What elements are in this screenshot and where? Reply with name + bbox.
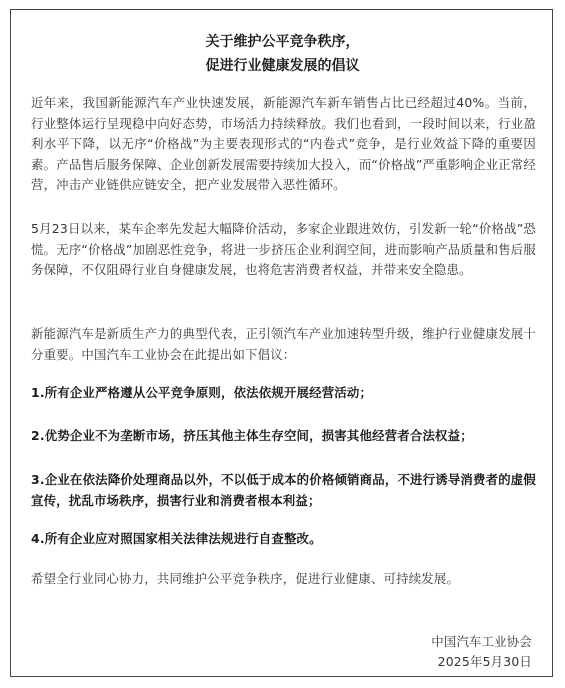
document-frame bbox=[10, 9, 553, 677]
proposal-item-1: 1.所有企业严格遵从公平竞争原则，依法依规开展经营活动； bbox=[31, 385, 373, 400]
document-title-line-2: 促进行业健康发展的倡议 bbox=[205, 58, 360, 74]
proposal-item-2: 2.优势企业不为垄断市场，挤压其他主体生存空间，损害其他经营者合法权益； bbox=[31, 428, 473, 443]
signature-organization: 中国汽车工业协会 bbox=[431, 634, 532, 649]
document-title-line-1: 关于维护公平竞争秩序， bbox=[205, 34, 360, 50]
proposal-item-3: 3.企业在依法降价处理商品以外，不以低于成本的价格倾销商品，不进行诱导消费者的虚假宣传，扰乱市场秩序，损害行业和消费者根本利益； bbox=[31, 472, 536, 508]
signature-date: 2025年5月30日 bbox=[437, 654, 532, 669]
proposal-item-4: 4.所有企业应对照国家相关法律法规进行自查整改。 bbox=[31, 531, 322, 546]
paragraph-background: 近年来，我国新能源汽车产业快速发展，新能源汽车新车销售占比已经超过40%。当前，行业整体运行呈现稳中向好态势，市场活力持续释放。我们也看到，一段时间以来，行业盈利水平下降，以无序“价格战”为主要表现形式的“内卷式”竞争，是行业效益下降的重要因素。产品售后服务保障、企业创新发展需要持续加大投入，而“价格战”严重影响企业正常经营，冲击产业链供应链安全，把产业发展带入恶性循环。 bbox=[31, 95, 536, 192]
closing-paragraph: 希望全行业同心协力，共同维护公平竞争秩序，促进行业健康、可持续发展。 bbox=[31, 571, 460, 586]
paragraph-price-war: 5月23日以来，某车企率先发起大幅降价活动，多家企业跟进效仿，引发新一轮“价格战”恐慌。无序“价格战”加剧恶性竞争，将进一步挤压企业利润空间，进而影响产品质量和售后服务保障，不仅阻碍行业自身健康发展，也将危害消费者权益，并带来安全隐患。 bbox=[31, 221, 536, 277]
paragraph-intro-proposals: 新能源汽车是新质生产力的典型代表，正引领汽车产业加速转型升级，维护行业健康发展十分重要。中国汽车工业协会在此提出如下倡议： bbox=[31, 326, 536, 362]
